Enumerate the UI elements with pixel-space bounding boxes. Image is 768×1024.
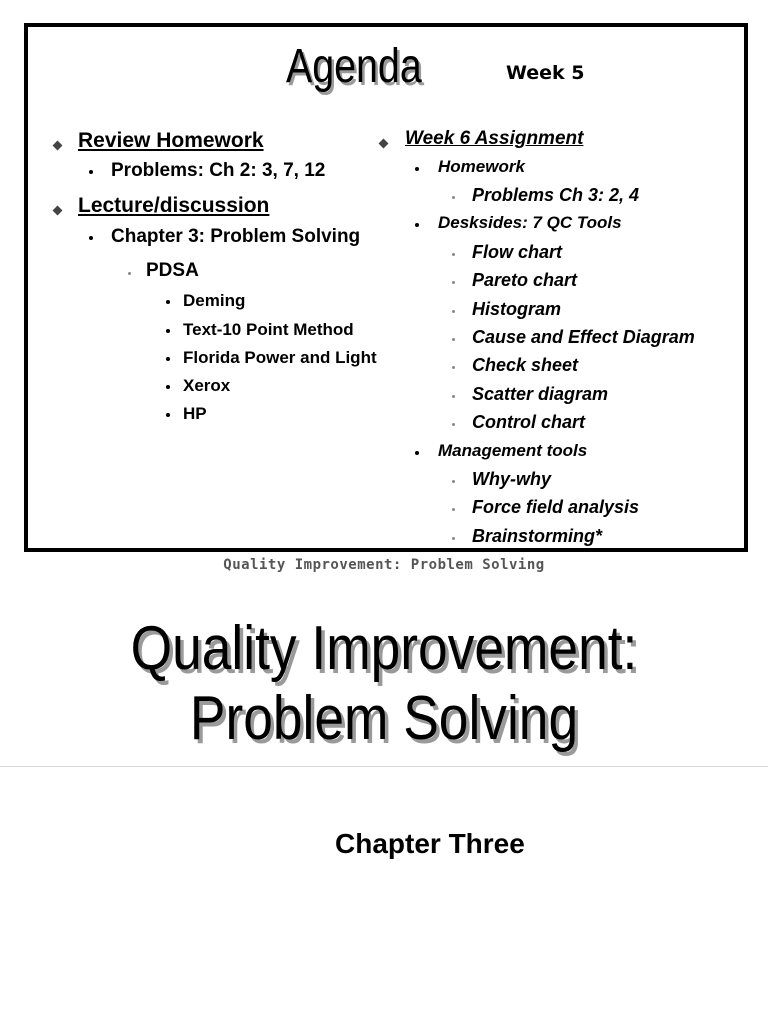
bullet-icon (452, 253, 455, 256)
desksides: Desksides: 7 QC Tools (438, 213, 622, 232)
lecture-discussion: Lecture/discussion (78, 194, 270, 217)
bullet-icon (166, 385, 170, 389)
homework: Homework (438, 157, 525, 176)
bullet-icon (166, 357, 170, 361)
bullet-icon (452, 423, 455, 426)
slide2-title-line1: Quality Improvement: (130, 614, 638, 683)
diamond-bullet-icon (379, 139, 389, 149)
chapter-3: Chapter 3: Problem Solving (111, 226, 361, 247)
slide-divider (0, 766, 768, 767)
bullet-icon (415, 451, 419, 455)
bullet-icon (452, 338, 455, 341)
mgmt-tool: Brainstorming* (472, 526, 603, 546)
bullet-icon (128, 272, 131, 275)
pdsa-item: Florida Power and Light (183, 348, 377, 367)
bullet-icon (452, 480, 455, 483)
pdsa-item: Text-10 Point Method (183, 320, 354, 339)
week-label: Week 5 (506, 62, 585, 84)
management-tools: Management tools (438, 441, 588, 460)
chapter-subtitle: Chapter Three (335, 828, 525, 859)
mgmt-tool: Why-why (472, 469, 551, 489)
bullet-icon (89, 170, 93, 174)
bullet-icon (166, 300, 170, 304)
bullet-icon (415, 223, 419, 227)
bullet-icon (166, 329, 170, 333)
bullet-icon (89, 236, 93, 240)
slide2-title-line2: Problem Solving (189, 684, 579, 753)
qc-tool: Check sheet (472, 355, 579, 375)
bullet-icon (415, 167, 419, 171)
pdsa-item: Xerox (183, 376, 231, 395)
qc-tool: Scatter diagram (472, 384, 609, 404)
bullet-icon (452, 196, 455, 199)
qc-tool: Control chart (472, 412, 586, 432)
slide-footer: Quality Improvement: Problem Solving (223, 557, 545, 573)
pdsa-item: Deming (183, 291, 246, 310)
bullet-icon (166, 413, 170, 417)
diamond-bullet-icon (53, 141, 63, 151)
bullet-icon (452, 508, 455, 511)
review-homework: Review Homework (78, 129, 264, 152)
agenda-title: Agenda (286, 40, 422, 93)
bullet-icon (452, 310, 455, 313)
left-problems: Problems: Ch 2: 3, 7, 12 (111, 160, 326, 181)
pdsa-item: HP (183, 404, 207, 423)
bullet-icon (452, 395, 455, 398)
bullet-icon (452, 366, 455, 369)
right-problems: Problems Ch 3: 2, 4 (472, 185, 640, 205)
qc-tool: Histogram (472, 299, 562, 319)
mgmt-tool: Force field analysis (472, 497, 640, 517)
qc-tool: Flow chart (472, 242, 563, 262)
qc-tool: Pareto chart (472, 270, 578, 290)
agenda-slide (24, 23, 748, 552)
bullet-icon (452, 281, 455, 284)
diamond-bullet-icon (53, 206, 63, 216)
week6-assignment: Week 6 Assignment (405, 128, 584, 149)
pdsa: PDSA (146, 260, 199, 281)
qc-tool: Cause and Effect Diagram (472, 327, 695, 347)
bullet-icon (452, 537, 455, 540)
